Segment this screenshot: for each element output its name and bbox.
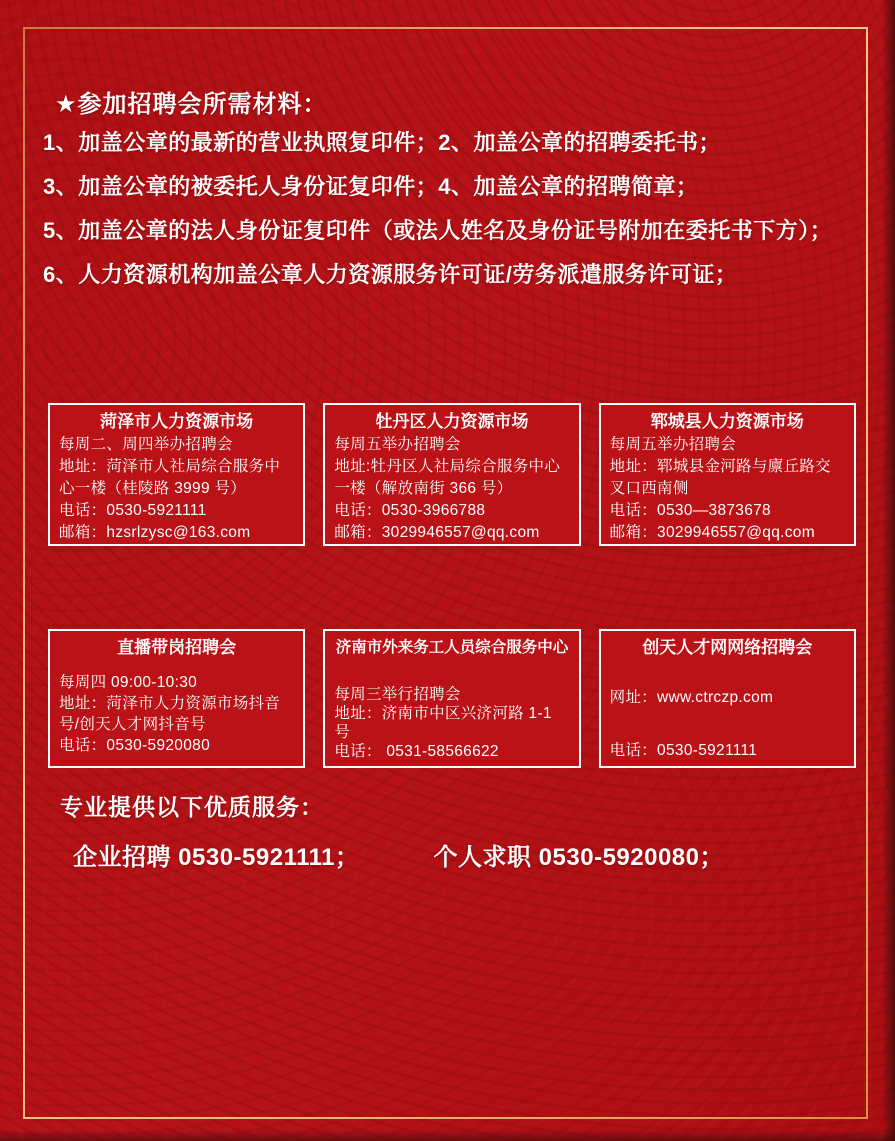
venue-card-yuncheng-hr-market bbox=[599, 403, 856, 546]
star-icon: ★ bbox=[55, 91, 78, 118]
venue-address: 地址：菏泽市人力资源市场抖音号/创天人才网抖音号 bbox=[59, 695, 281, 733]
materials-item-3: 5、加盖公章的法人身份证复印件（或法人姓名及身份证号附加在委托书下方）； bbox=[43, 218, 833, 243]
services-header: 专业提供以下优质服务： bbox=[60, 794, 324, 820]
venue-email: 邮箱：3029946557@qq.com bbox=[334, 524, 540, 541]
materials-list bbox=[43, 129, 863, 305]
venue-website: 网址：www.ctrczp.com bbox=[609, 689, 774, 706]
services-line bbox=[73, 837, 724, 872]
venue-email: 邮箱：hzsrlzysc@163.com bbox=[59, 524, 251, 541]
venue-address: 地址：济南市中区兴济河路 1-1 号 bbox=[334, 705, 552, 741]
venue-title: 郓城县人力资源市场 bbox=[650, 412, 804, 431]
service-company-recruiting-phone: 企业招聘 0530-5921111； bbox=[73, 844, 360, 871]
materials-item-1: 1、加盖公章的最新的营业执照复印件；2、加盖公章的招聘委托书； bbox=[43, 130, 721, 155]
venue-schedule: 每周五举办招聘会 bbox=[609, 436, 737, 453]
venue-phone: 电话：0530—3873678 bbox=[609, 502, 771, 519]
venue-schedule: 每周二、周四举办招聘会 bbox=[59, 436, 233, 453]
venue-address: 地址：菏泽市人社局综合服务中心一楼（桂陵路 3999 号） bbox=[59, 458, 281, 497]
venue-title: 菏泽市人力资源市场 bbox=[100, 412, 254, 431]
venue-details bbox=[334, 685, 569, 761]
right-edge-shadow bbox=[882, 0, 895, 1141]
venue-address: 地址：郓城县金河路与廪丘路交叉口西南侧 bbox=[609, 458, 831, 497]
venue-title: 创天人才网网络招聘会 bbox=[642, 638, 813, 657]
venue-details bbox=[59, 434, 294, 544]
venue-card-heze-hr-market bbox=[48, 403, 305, 546]
materials-item-2: 3、加盖公章的被委托人身份证复印件；4、加盖公章的招聘简章； bbox=[43, 174, 699, 199]
venue-phone: 电话： 0531-58566622 bbox=[334, 743, 499, 760]
venue-card-ctrczp-online-job-fair bbox=[599, 629, 856, 768]
venue-card-livestream-job-fair bbox=[48, 629, 305, 768]
venue-address: 地址:牡丹区人社局综合服务中心一楼（解放南街 366 号） bbox=[334, 458, 561, 497]
venue-details bbox=[59, 672, 294, 756]
service-job-seeker-phone: 个人求职 0530-5920080； bbox=[433, 844, 724, 871]
venue-schedule: 每周三举行招聘会 bbox=[334, 686, 461, 703]
venues-row-1 bbox=[48, 403, 856, 546]
venue-email: 邮箱：3029946557@qq.com bbox=[609, 524, 815, 541]
venue-schedule: 每周四 09:00-10:30 bbox=[59, 674, 198, 691]
materials-header-text: 参加招聘会所需材料： bbox=[77, 91, 328, 118]
venue-details bbox=[334, 434, 569, 544]
venue-title: 牡丹区人力资源市场 bbox=[375, 412, 529, 431]
venue-phone: 电话：0530-5921111 bbox=[59, 502, 207, 519]
venue-card-mudan-hr-market bbox=[323, 403, 580, 546]
venue-phone: 电话：0530-3966788 bbox=[334, 502, 486, 519]
materials-header bbox=[55, 84, 328, 119]
materials-item-4: 6、人力资源机构加盖公章人力资源服务许可证/劳务派遣服务许可证； bbox=[43, 262, 738, 287]
venue-card-jinan-migrant-worker-center bbox=[323, 629, 580, 768]
venue-phone: 电话：0530-5921111 bbox=[609, 742, 758, 759]
venues-row-2 bbox=[48, 629, 856, 768]
venue-title: 直播带岗招聘会 bbox=[117, 638, 237, 657]
venue-phone: 电话：0530-5920080 bbox=[59, 737, 210, 754]
venue-details bbox=[610, 434, 845, 544]
venue-title: 济南市外来务工人员综合服务中心 bbox=[335, 639, 569, 656]
venue-schedule: 每周五举办招聘会 bbox=[334, 436, 461, 453]
bottom-edge-shadow bbox=[0, 1130, 895, 1141]
venue-details bbox=[610, 687, 845, 762]
